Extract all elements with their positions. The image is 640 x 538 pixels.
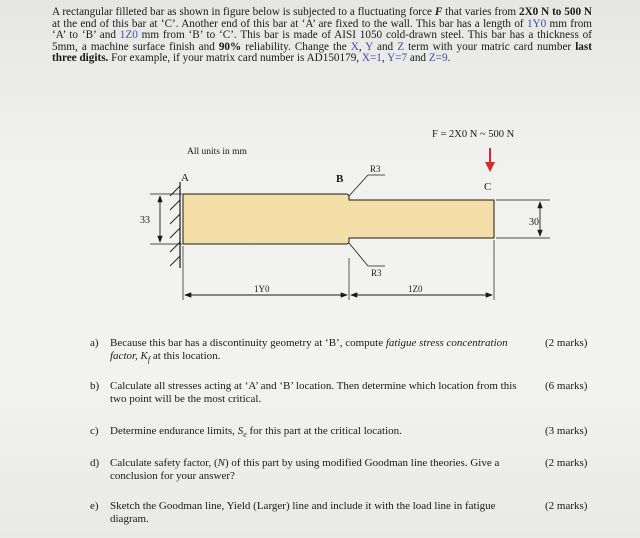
- question-label: d): [90, 457, 100, 469]
- height-right-dimension: [496, 200, 550, 238]
- length-bc-label: 1Z0: [408, 284, 423, 294]
- intro-text-10: and: [407, 52, 429, 65]
- force-symbol: F: [434, 6, 443, 18]
- length-ab-value: 1Y0: [526, 17, 547, 30]
- intro-text-1: A rectangular filleted bar as shown in figure below is subjected to a fluctuating force: [52, 6, 435, 18]
- question-label: a): [90, 337, 99, 349]
- var-x: X: [350, 40, 359, 53]
- filleted-bar: [183, 194, 494, 244]
- question-text-end: at this location.: [150, 349, 221, 362]
- point-a-label: A: [181, 172, 189, 184]
- question-term: S: [237, 425, 244, 437]
- intro-text-7: and: [372, 40, 398, 53]
- force-arrow: [485, 148, 495, 172]
- question-marks: (3 marks): [545, 425, 588, 437]
- intro-text-3: at the end of this bar at ‘C’. Another end of this bar at ‘A’ are fixed to the wall. This bar has a length of: [52, 17, 527, 30]
- question-subscript: f: [147, 354, 151, 364]
- fixed-wall: [170, 182, 180, 268]
- length-dimensions: [183, 240, 494, 300]
- question-text: Because this bar has a discontinuity geometry at ‘B’, compute: [110, 337, 386, 349]
- reliability-value: 90%: [218, 40, 242, 53]
- point-c-label: C: [484, 181, 492, 193]
- example-x: X=1: [361, 52, 382, 65]
- units-note: All units in mm: [187, 147, 247, 157]
- radius-top-label: R3: [370, 164, 381, 174]
- height-right-label: 30: [529, 217, 539, 228]
- question-text-end: for this part at the critical location.: [246, 425, 402, 437]
- length-bc-value: 1Z0: [119, 29, 138, 42]
- point-b-label: B: [336, 173, 344, 185]
- question-marks: (6 marks): [545, 380, 588, 392]
- intro-text-6: reliability. Change the: [241, 40, 351, 53]
- height-left-label: 33: [140, 215, 150, 226]
- question-term: fatigue stress concentration factor, K: [110, 337, 508, 362]
- height-left-dimension: [150, 194, 182, 244]
- radius-bottom-label: R3: [371, 268, 382, 278]
- intro-text-2: that varies from: [442, 6, 519, 18]
- intro-text-8: term with your matric card number: [404, 40, 576, 53]
- question-text: Determine endurance limits,: [110, 425, 238, 437]
- question-label: b): [90, 380, 100, 392]
- question-marks: (2 marks): [545, 500, 588, 512]
- question-text: Calculate safety factor, (: [110, 457, 218, 469]
- question-text: Sketch the Goodman line, Yield (Larger) line and include it with the load line in fatigue diagram.: [110, 500, 496, 525]
- question-text-end: ) of this part by using modified Goodman line theories. Give a conclusion for your answer?: [110, 457, 500, 482]
- question-marks: (2 marks): [545, 457, 588, 469]
- question-label: c): [90, 425, 99, 437]
- question-term: N: [217, 457, 226, 469]
- intro-text-9: For example, if your matrix card number is AD150179,: [108, 52, 362, 65]
- force-range: 2X0 N to 500 N: [519, 6, 592, 18]
- radius-bottom-leader: [349, 243, 368, 266]
- length-ab-label: 1Y0: [254, 284, 270, 294]
- separator-1: ,: [358, 40, 366, 53]
- var-z: Z: [397, 40, 405, 53]
- last-three-digits: last three digits.: [52, 40, 592, 65]
- question-text: Calculate all stresses acting at ‘A’ and ‘B’ location. Then determine which location from this two point will be the most critical.: [110, 380, 517, 405]
- intro-text-4: mm from ‘A’ to ‘B’ and: [52, 17, 592, 42]
- example-z: Z=9: [428, 52, 448, 65]
- force-label: F = 2X0 N ~ 500 N: [432, 129, 515, 140]
- intro-text-11: .: [447, 52, 451, 65]
- question-label: e): [90, 500, 99, 512]
- question-marks: (2 marks): [545, 337, 588, 349]
- radius-top-leader: [349, 175, 368, 196]
- intro-text-5: mm from ‘B’ to ‘C’. This bar is made of AISI 1050 cold-drawn steel. This bar has a thickness of 5mm, a machine surface finish and: [52, 29, 592, 53]
- example-y: Y=7: [387, 52, 408, 65]
- question-subscript: e: [243, 430, 247, 440]
- separator-2: ,: [381, 52, 388, 65]
- var-y: Y: [365, 40, 373, 53]
